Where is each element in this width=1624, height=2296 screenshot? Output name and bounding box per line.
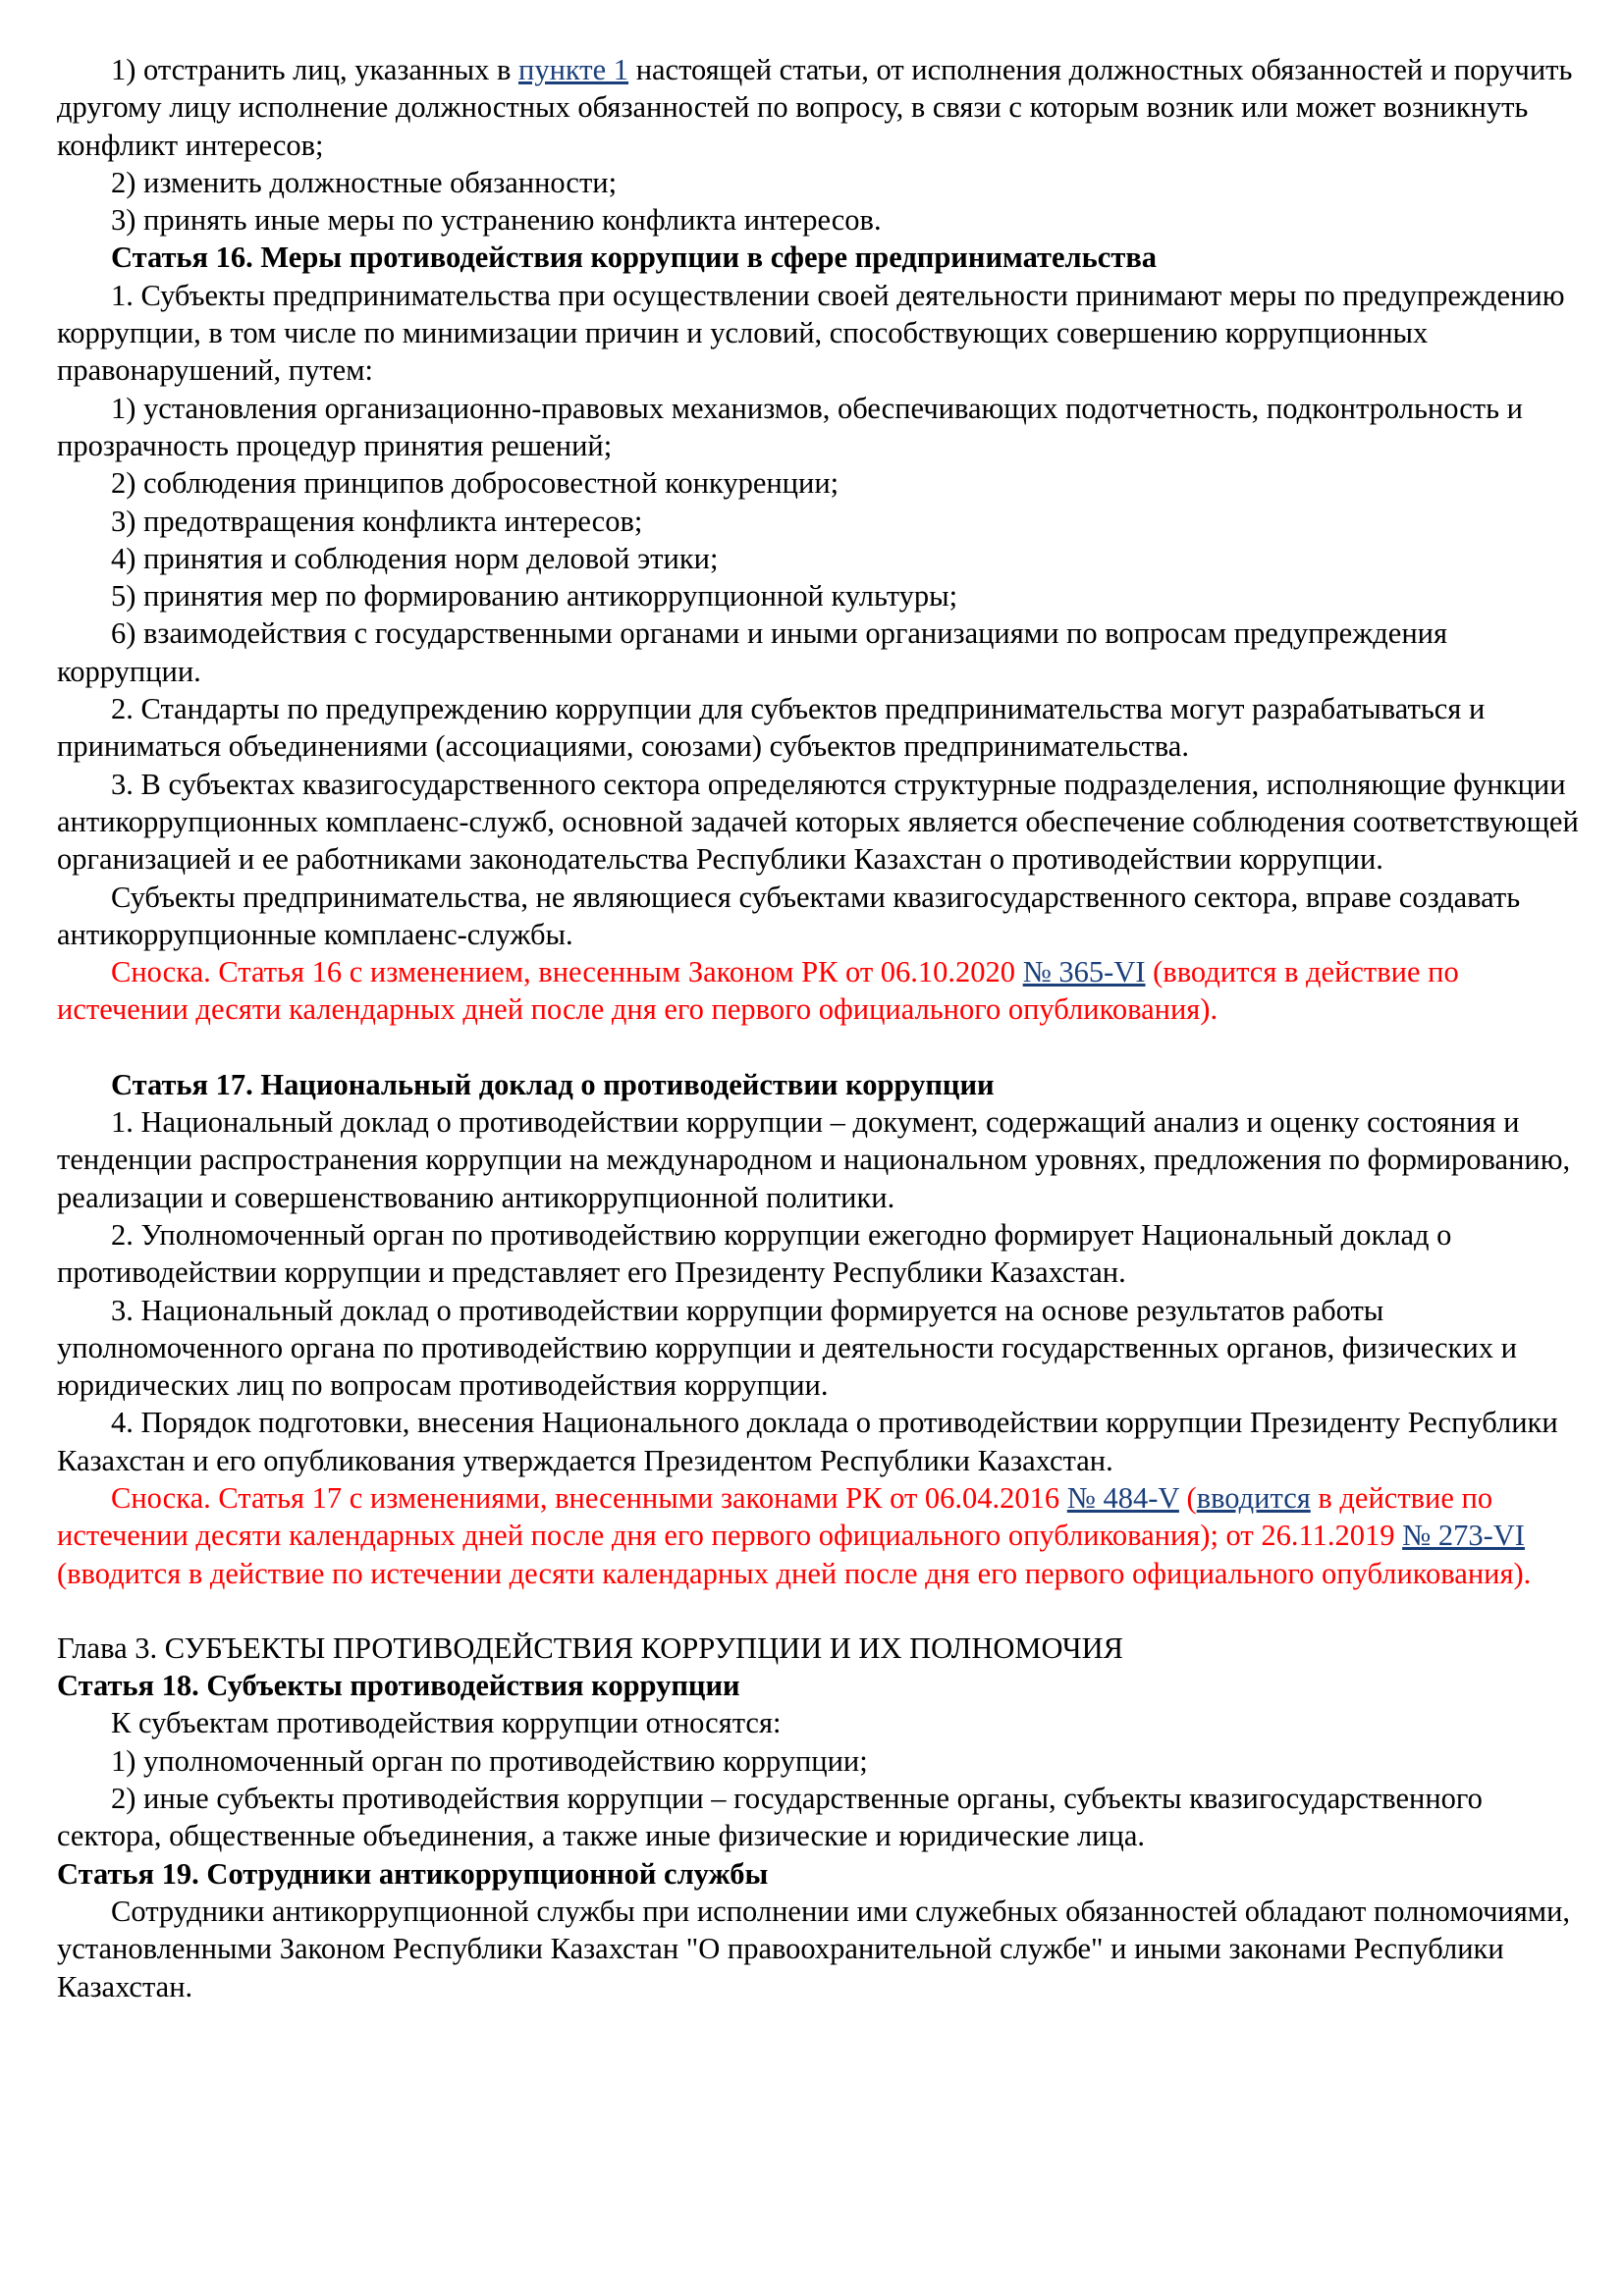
text-run: ( <box>1178 1480 1197 1515</box>
text-run: Сноска. Статья 17 с изменениями, внесенными законами РК от 06.04.2016 <box>111 1480 1067 1515</box>
reference-link[interactable]: № 484-V <box>1066 1480 1179 1515</box>
paragraph: 3) принять иные меры по устранению конфликта интересов. <box>111 203 882 238</box>
text-run: Сноска. Статья 16 с изменением, внесенным Законом РК от 06.10.2020 <box>111 955 1023 989</box>
paragraph <box>57 51 1593 164</box>
article-heading: Статья 18. Субъекты противодействия коррупции <box>57 1669 740 1703</box>
paragraph: 4. Порядок подготовки, внесения Национального доклада о противодействии коррупции Президенту Республики Казахстан и его опубликования утверждается Президентом Республики Казахстан. <box>57 1406 1558 1477</box>
paragraph: 2. Уполномоченный орган по противодействию коррупции ежегодно формирует Национальный доклад о противодействии коррупции и представляет его Президенту Республики Казахстан. <box>57 1217 1452 1290</box>
paragraph: 2. Стандарты по предупреждению коррупции для субъектов предпринимательства могут разрабатываться и приниматься объединениями (ассоциациями, союзами) субъектов предпринимательства. <box>57 692 1486 764</box>
paragraph: 3) предотвращения конфликта интересов; <box>111 504 643 538</box>
article-heading: Статья 16. Меры противодействия коррупции в сфере предпринимательства <box>111 240 1158 275</box>
paragraph: 1. Субъекты предпринимательства при осуществлении своей деятельности принимают меры по предупреждению коррупции, в том числе по минимизации причин и условий, способствующих совершению коррупционных правонарушений, путем: <box>57 278 1565 388</box>
reference-link[interactable]: № 273-VI <box>1402 1519 1525 1553</box>
paragraph: Субъекты предпринимательства, не являющиеся субъектами квазигосударственного сектора, вправе создавать антикоррупционные комплаенс-службы. <box>57 880 1521 951</box>
paragraph: 1) уполномоченный орган по противодействию коррупции; <box>111 1743 868 1778</box>
footnote-paragraph <box>57 953 1593 1029</box>
chapter-heading: Глава 3. СУБЪЕКТЫ ПРОТИВОДЕЙСТВИЯ КОРРУПЦИИ И ИХ ПОЛНОМОЧИЯ <box>57 1630 1123 1665</box>
reference-link[interactable]: № 365-VI <box>1022 955 1146 989</box>
text-run: (вводится в действие по истечении десяти календарных дней после дня его первого официального опубликования). <box>57 955 1459 1027</box>
paragraph: Сотрудники антикоррупционной службы при исполнении ими служебных обязанностей обладают полномочиями, установленными Законом Республики Казахстан "О правоохранительной службе" и иными законами Республики Казахстан. <box>57 1894 1571 2003</box>
paragraph: 1. Национальный доклад о противодействии коррупции – документ, содержащий анализ и оценку состояния и тенденции распространения коррупции на международном и национальном уровнях, предложения по формированию, реализации и совершенствованию антикоррупционной политики. <box>57 1105 1571 1214</box>
paragraph: 5) принятия мер по формированию антикоррупционной культуры; <box>111 579 958 614</box>
paragraph: 2) соблюдения принципов добросовестной конкуренции; <box>111 466 839 501</box>
paragraph: К субъектам противодействия коррупции относятся: <box>111 1706 782 1740</box>
blank-line <box>57 1592 1593 1629</box>
paragraph: 1) установления организационно-правовых механизмов, обеспечивающих подотчетность, подконтрольность и прозрачность процедур принятия решений; <box>57 391 1523 462</box>
text-run: 1) отстранить лиц, указанных в <box>111 53 518 86</box>
paragraph: 2) иные субъекты противодействия коррупции – государственные органы, субъекты квазигосударственного сектора, общественные объединения, а также иные физические и юридические лица. <box>57 1782 1483 1853</box>
paragraph: 6) взаимодействия с государственными органами и иными организациями по вопросам предупреждения коррупции. <box>57 616 1448 688</box>
document-page <box>57 51 1593 2005</box>
text-run: (вводится в действие по истечении десяти календарных дней после дня его первого официального опубликования). <box>57 1556 1532 1590</box>
article-heading: Статья 17. Национальный доклад о противодействии коррупции <box>111 1067 995 1101</box>
paragraph: 2) изменить должностные обязанности; <box>111 165 618 199</box>
paragraph: 3. Национальный доклад о противодействии коррупции формируется на основе результатов работы уполномоченного органа по противодействию коррупции и деятельности государственных органов, физических и юридических лиц по вопросам противодействия коррупции. <box>57 1293 1517 1403</box>
paragraph: 3. В субъектах квазигосударственного сектора определяются структурные подразделения, исполняющие функции антикоррупционных комплаенс-служб, основной задачей которых является обеспечение соблюдения соответствующей организацией и ее работниками законодательства Республики Казахстан о противодействии коррупции. <box>57 767 1579 877</box>
footnote-paragraph <box>57 1479 1593 1592</box>
article-heading: Статья 19. Сотрудники антикоррупционной службы <box>57 1856 769 1891</box>
text-run: настоящей статьи, от исполнения должностных обязанностей и поручить другому лицу исполнение должностных обязанностей по вопросу, в связи с которым возник или может возникнуть конфликт интересов; <box>57 53 1573 162</box>
reference-link[interactable]: вводится <box>1196 1480 1311 1515</box>
reference-link[interactable]: пункте 1 <box>518 53 629 86</box>
blank-line <box>57 1029 1593 1066</box>
paragraph: 4) принятия и соблюдения норм деловой этики; <box>111 541 719 575</box>
text-run: в действие по истечении десяти календарных дней после дня его первого официального опубликования); от 26.11.2019 <box>57 1480 1493 1553</box>
